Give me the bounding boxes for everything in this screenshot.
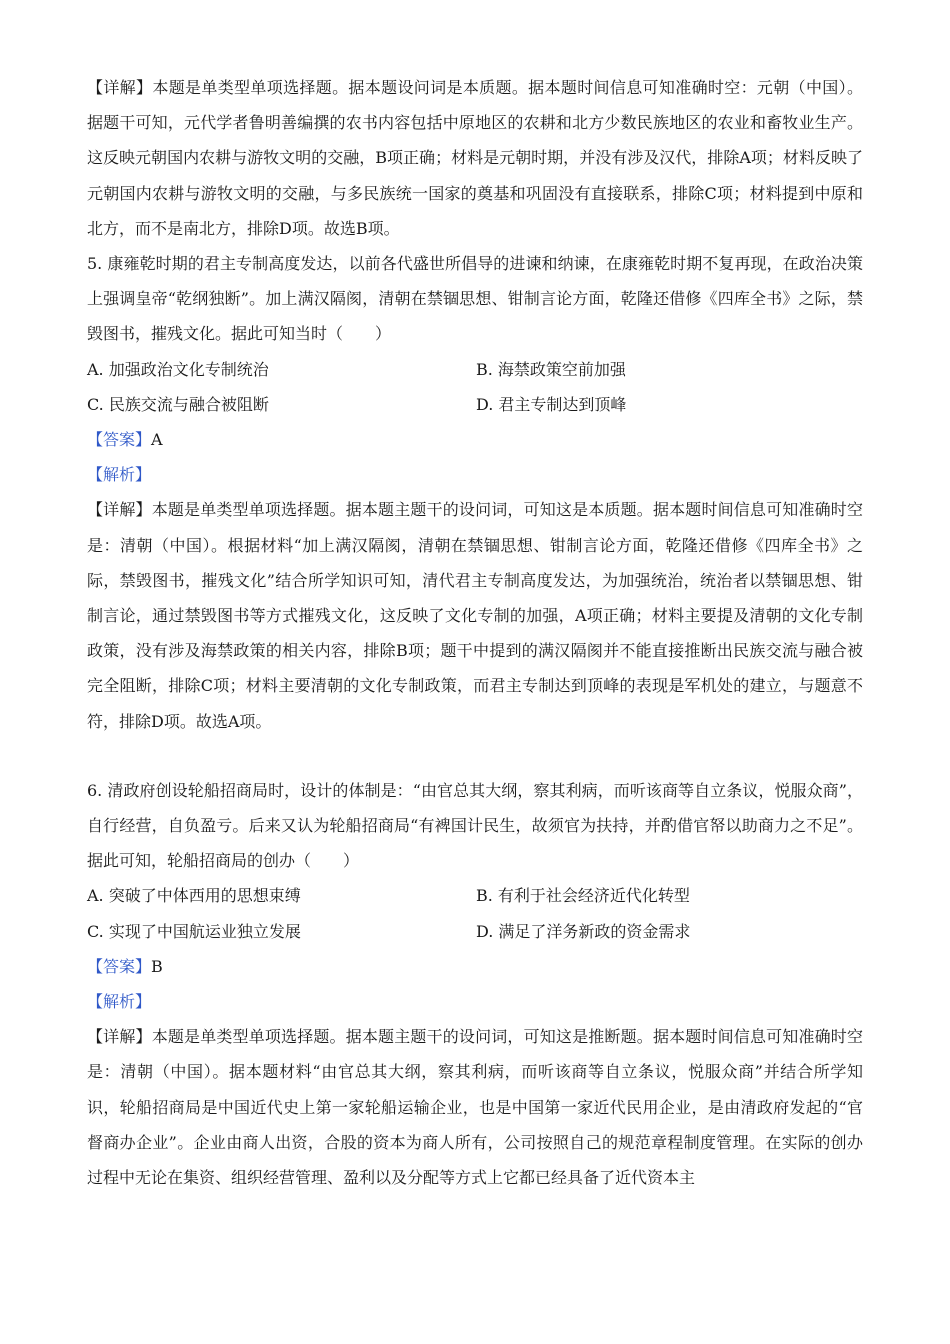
detail-text: 本题是单类型单项选择题。据本题主题干的设问词，可知这是本质题。据本题时间信息可知准确时空是：清朝（中国）。根据材料“加上满汉隔阂，清朝在禁锢思想、钳制言论方面，乾隆还借修《四库全书》之际，禁毁图书，摧残文化”结合所学知识可知，清代君主专制高度发达，为加强统治，统治者以禁锢思想、钳制言论，通过禁毁图书等方式摧残文化，这反映了文化专制的加强，A项正确；材料主要提及清朝的文化专制政策，没有涉及海禁政策的相关内容，排除B项；题干中提到的满汉隔阂并不能直接推断出民族交流与融合被完全阻断，排除C项；材料主要清朝的文化专制政策，而君主专制达到顶峰的表现是军机处的建立，与题意不符，排除D项。故选A项。 [87, 500, 863, 731]
option-b: B. 有利于社会经济近代化转型 [476, 886, 690, 906]
detail-label: 【详解】 [87, 78, 153, 97]
detail-label: 【详解】 [87, 1027, 152, 1047]
question-5-answer [87, 422, 863, 457]
option-a: A. 突破了中体西用的思想束缚 [87, 886, 301, 906]
question-6-analysis-label: 【解析】 [87, 992, 152, 1012]
question-6-answer [87, 949, 863, 984]
detail-text: 本题是单类型单项选择题。据本题设问词是本质题。据本题时间信息可知准确时空：元朝（中国）。据题干可知，元代学者鲁明善编撰的农书内容包括中原地区的农耕和北方少数民族地区的农业和畜牧业生产。这反映元朝国内农耕与游牧文明的交融，B项正确；材料是元朝时期，并没有涉及汉代，排除A项；材料反映了元朝国内农耕与游牧文明的交融，与多民族统一国家的奠基和巩固没有直接联系，排除C项；材料提到中原和北方，而不是南北方，排除D项。故选B项。 [87, 78, 863, 238]
question-5-detail [87, 492, 863, 738]
detail-label: 【详解】 [87, 500, 152, 520]
answer-value: B [151, 956, 163, 976]
answer-label: 【答案】 [87, 956, 152, 976]
question-6-options [87, 878, 863, 948]
question-6-detail [87, 1019, 863, 1195]
answer-label: 【答案】 [87, 430, 152, 450]
option-d: D. 满足了洋务新政的资金需求 [476, 921, 691, 941]
question-5-stem: 5. 康雍乾时期的君主专制高度发达，以前各代盛世所倡导的进谏和纳谏，在康雍乾时期不复再现，在政治决策上强调皇帝“乾纲独断”。加上满汉隔阂，清朝在禁锢思想、钳制言论方面，乾隆还借修《四库全书》之际，禁毁图书，摧残文化。据此可知当时（ ） [87, 254, 863, 344]
question-5-analysis-label: 【解析】 [87, 465, 152, 485]
question-5-options [87, 352, 863, 422]
option-a: A. 加强政治文化专制统治 [87, 359, 269, 379]
answer-value: A [151, 430, 163, 450]
option-c: C. 民族交流与融合被阻断 [87, 394, 269, 414]
spacer [87, 739, 863, 773]
question-6-stem: 6. 清政府创设轮船招商局时，设计的体制是：“由官总其大纲，察其利病，而听该商等自立条议，悦服众商”，自行经营，自负盈亏。后来又认为轮船招商局“有裨国计民生，故须官为扶持，并酌借官帑以助商力之不足”。据此可知，轮船招商局的创办（ ） [87, 780, 863, 871]
detail-text: 本题是单类型单项选择题。据本题主题干的设问词，可知这是推断题。据本题时间信息可知准确时空是：清朝（中国）。据本题材料“由官总其大纲，察其利病，而听该商等自立条议，悦服众商”并结合所学知识，轮船招商局是中国近代史上第一家轮船运输企业，也是中国第一家近代民用企业，是由清政府发起的“官督商办企业”。企业由商人出资，合股的资本为商人所有，公司按照自己的规范章程制度管理。在实际的创办过程中无论在集资、组织经营管理、盈利以及分配等方式上它都已经具备了近代资本主 [87, 1027, 863, 1188]
option-c: C. 实现了中国航运业独立发展 [87, 921, 301, 941]
option-d: D. 君主专制达到顶峰 [476, 394, 627, 414]
prev-explanation [87, 70, 863, 246]
document-page [87, 70, 863, 1195]
option-b: B. 海禁政策空前加强 [476, 359, 626, 379]
